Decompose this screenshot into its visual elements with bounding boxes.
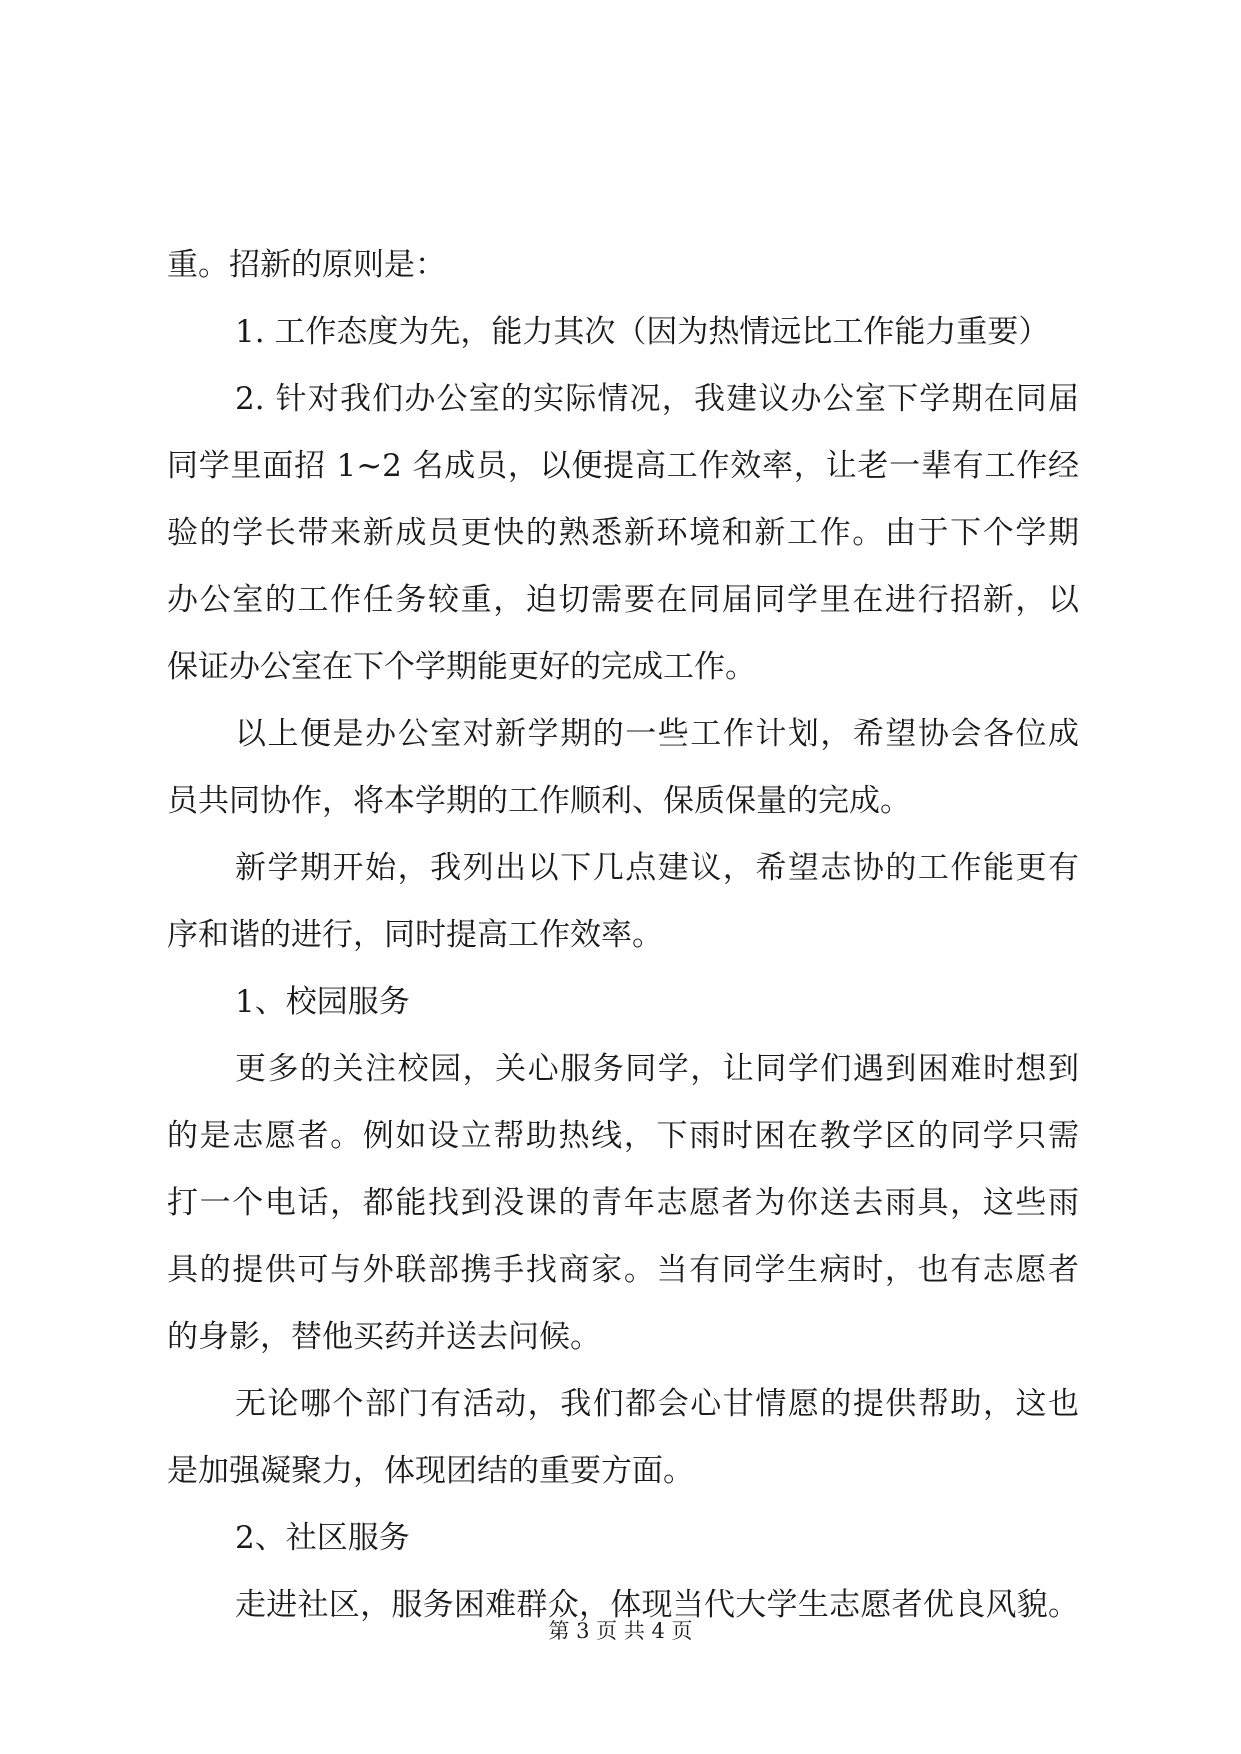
page-number-footer: 第 3 页 共 4 页 bbox=[548, 1619, 693, 1643]
text-line: 新学期开始，我列出以下几点建议，希望志协的工作能更有 bbox=[235, 850, 1079, 886]
text-line: 员共同协作，将本学期的工作顺利、保质保量的完成。 bbox=[167, 783, 911, 819]
text-line: 具的提供可与外联部携手找商家。当有同学生病时，也有志愿者 bbox=[167, 1252, 1079, 1288]
text-line: 是加强凝聚力，体现团结的重要方面。 bbox=[167, 1453, 694, 1489]
text-line: 走进社区，服务困难群众，体现当代大学生志愿者优良风貌。 bbox=[235, 1587, 1079, 1623]
section-heading: 2、社区服务 bbox=[235, 1520, 410, 1556]
text-line: 1. 工作态度为先，能力其次（因为热情远比工作能力重要） bbox=[235, 314, 1050, 350]
text-line: 重。招新的原则是： bbox=[167, 247, 446, 283]
text-line: 验的学长带来新成员更快的熟悉新环境和新工作。由于下个学期 bbox=[167, 515, 1079, 551]
text-line: 同学里面招 1~2 名成员，以便提高工作效率，让老一辈有工作经 bbox=[167, 448, 1079, 484]
text-line: 无论哪个部门有活动，我们都会心甘情愿的提供帮助，这也 bbox=[235, 1386, 1079, 1422]
text-line: 的身影，替他买药并送去问候。 bbox=[167, 1319, 601, 1355]
text-line: 的是志愿者。例如设立帮助热线，下雨时困在教学区的同学只需 bbox=[167, 1118, 1079, 1154]
text-line: 2. 针对我们办公室的实际情况，我建议办公室下学期在同届 bbox=[235, 381, 1079, 417]
text-line: 序和谐的进行，同时提高工作效率。 bbox=[167, 917, 663, 953]
text-line: 打一个电话，都能找到没课的青年志愿者为你送去雨具，这些雨 bbox=[167, 1185, 1079, 1221]
text-line: 以上便是办公室对新学期的一些工作计划，希望协会各位成 bbox=[235, 716, 1079, 752]
text-line: 保证办公室在下个学期能更好的完成工作。 bbox=[167, 649, 756, 685]
text-line: 更多的关注校园，关心服务同学，让同学们遇到困难时想到 bbox=[235, 1051, 1079, 1087]
document-body bbox=[167, 232, 1079, 1639]
section-heading: 1、校园服务 bbox=[235, 984, 410, 1020]
text-line: 办公室的工作任务较重，迫切需要在同届同学里在进行招新，以 bbox=[167, 582, 1079, 618]
